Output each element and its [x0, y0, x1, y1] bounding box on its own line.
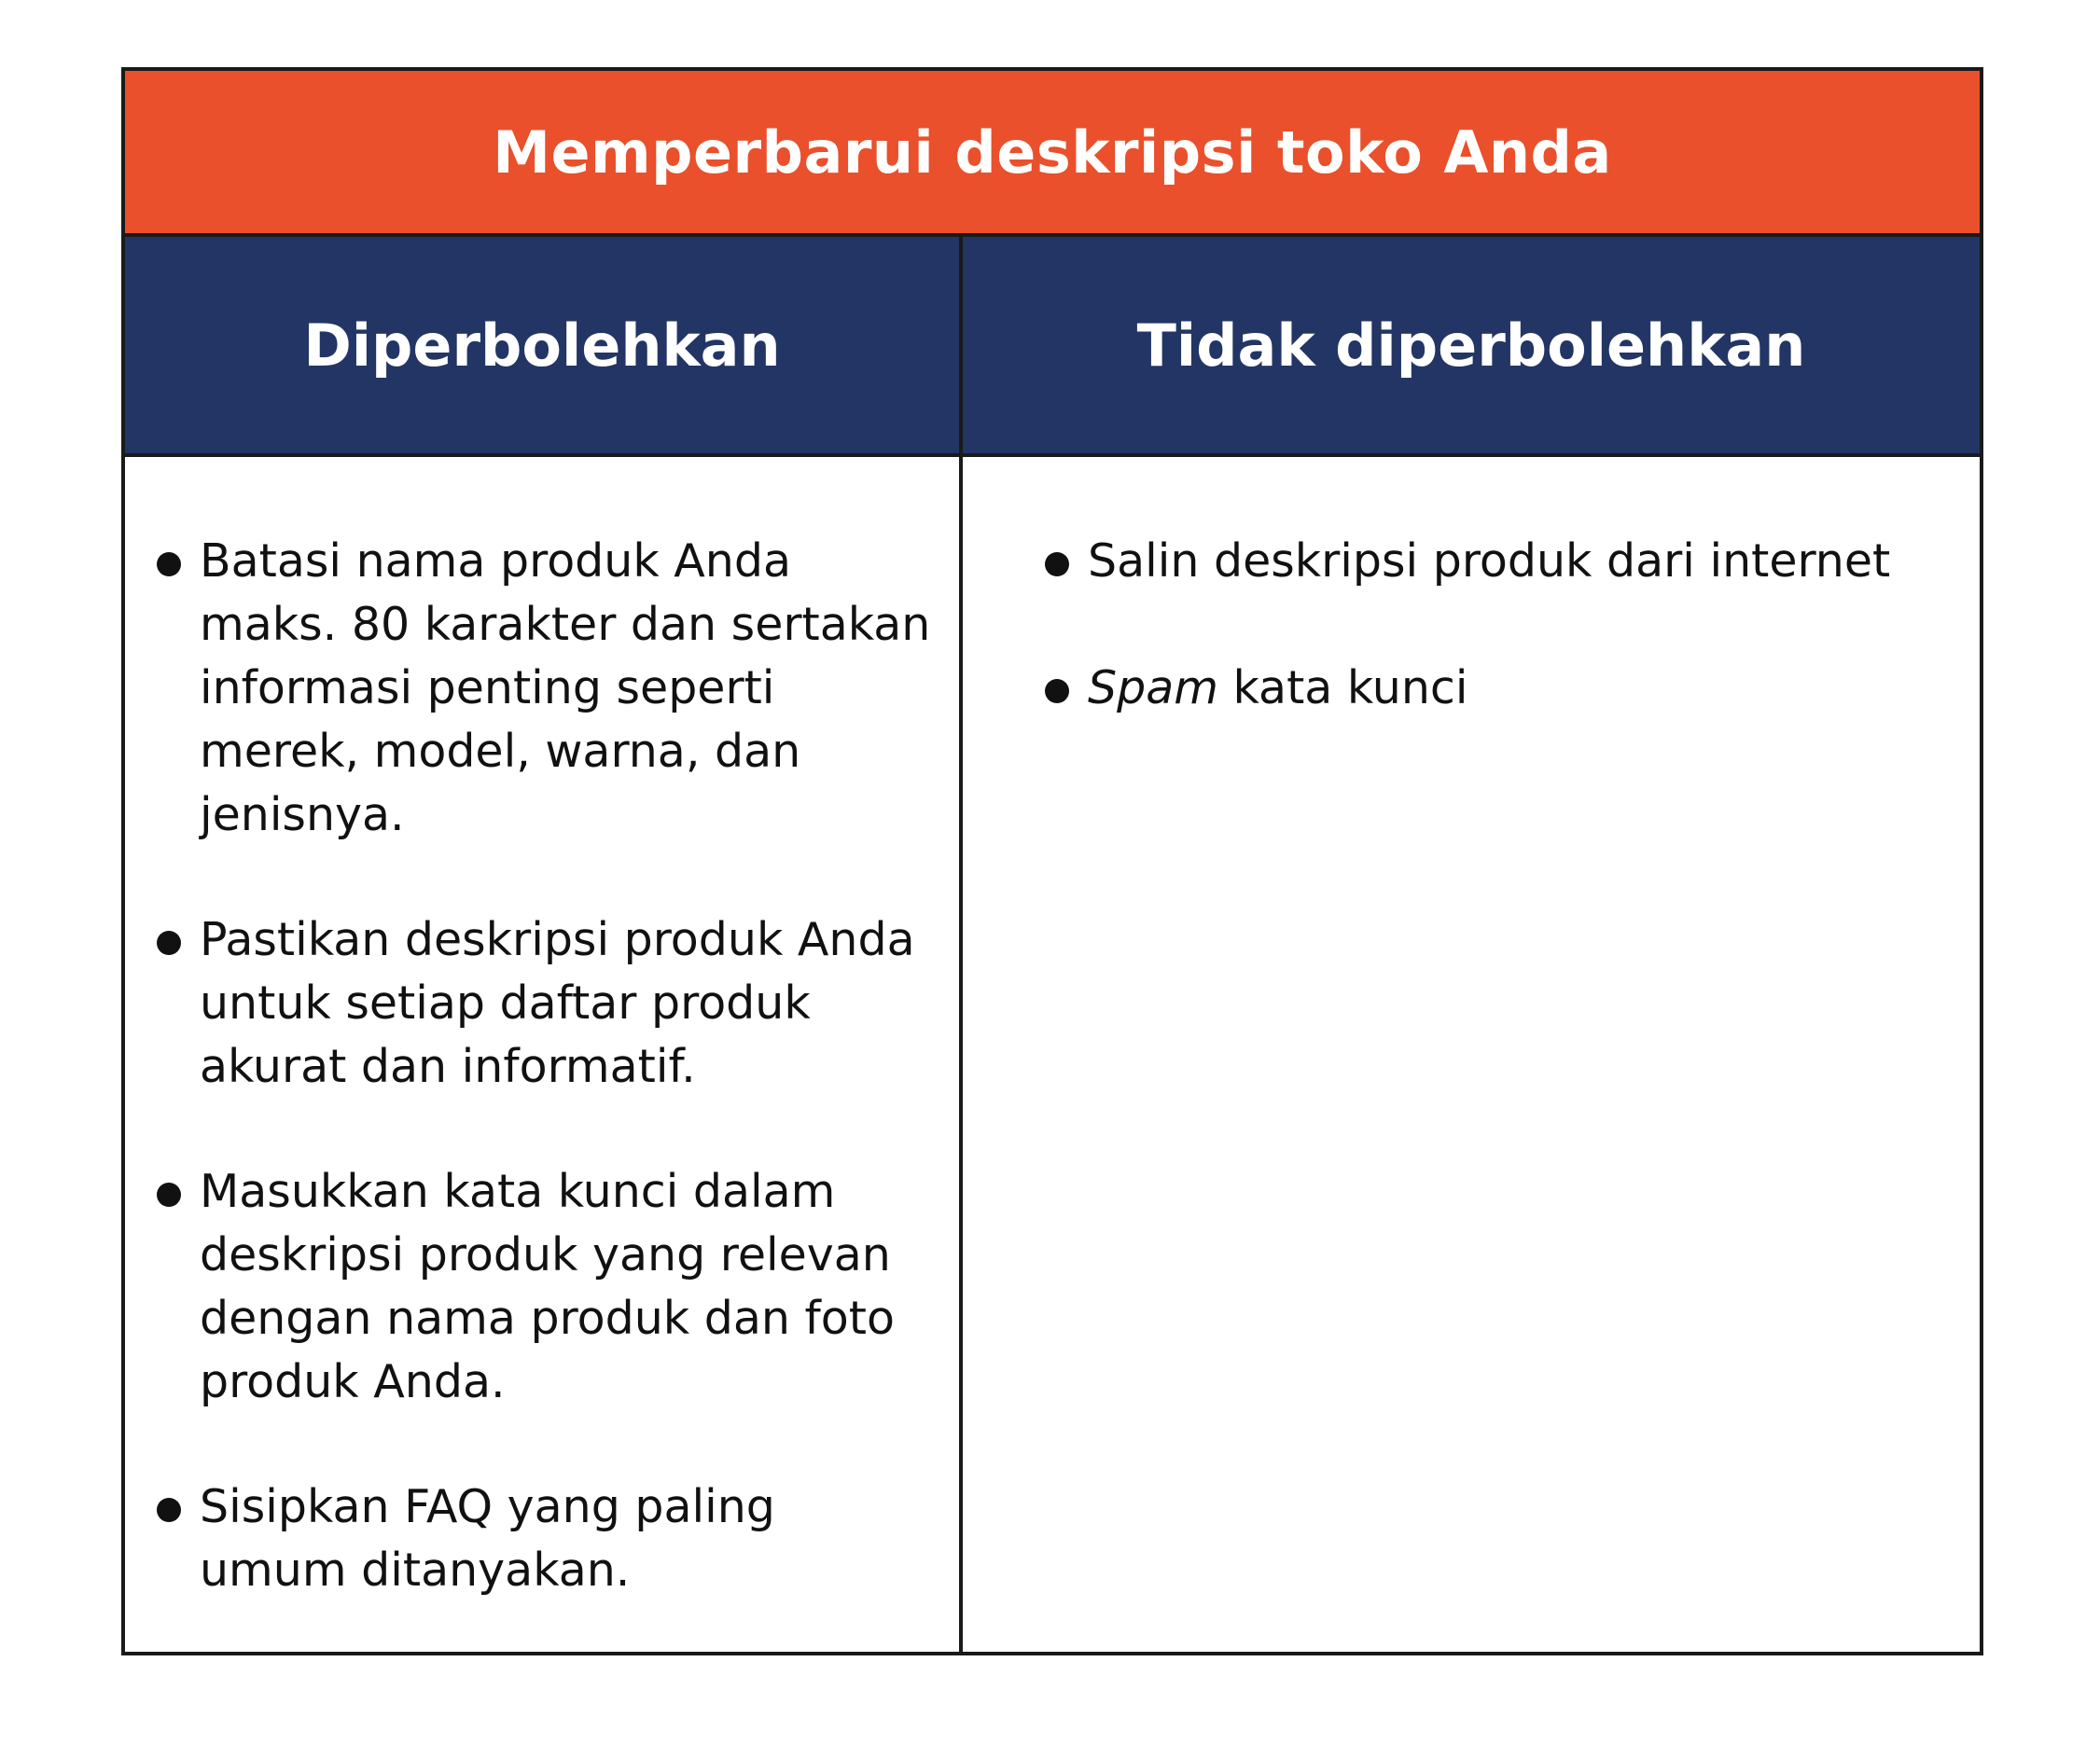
title-bar [125, 71, 1980, 237]
allowed-list [157, 530, 931, 1602]
header-row [125, 237, 1980, 457]
allowed-item: Sisipkan FAQ yang paling umum ditanyakan. [157, 1475, 931, 1602]
allowed-item: Masukkan kata kunci dalam deskripsi produk yang relevan dengan nama produk dan foto produk Anda. [157, 1160, 931, 1414]
allowed-heading: Diperbolehkan [125, 237, 963, 453]
allowed-item: Batasi nama produk Anda maks. 80 karakter dan sertakan informasi penting seperti merek, model, warna, dan jenisnya. [157, 530, 931, 847]
body-row [125, 457, 1980, 1652]
not-allowed-item [1045, 657, 1952, 720]
table-title: Memperbarui deskripsi toko Anda [493, 118, 1612, 187]
allowed-item: Pastikan deskripsi produk Anda untuk setiap daftar produk akurat dan informatif. [157, 908, 931, 1099]
not-allowed-item-text: kata kunci [1217, 661, 1468, 714]
not-allowed-heading: Tidak diperbolehkan [1136, 311, 1806, 380]
guidelines-table [121, 67, 1983, 1655]
not-allowed-item [1045, 530, 1952, 593]
not-allowed-item-text: Salin deskripsi produk dari internet [1088, 534, 1891, 588]
not-allowed-column [963, 457, 1980, 1652]
allowed-column [125, 457, 963, 1652]
not-allowed-item-emphasis: Spam [1088, 661, 1218, 714]
not-allowed-list [1045, 530, 1952, 720]
